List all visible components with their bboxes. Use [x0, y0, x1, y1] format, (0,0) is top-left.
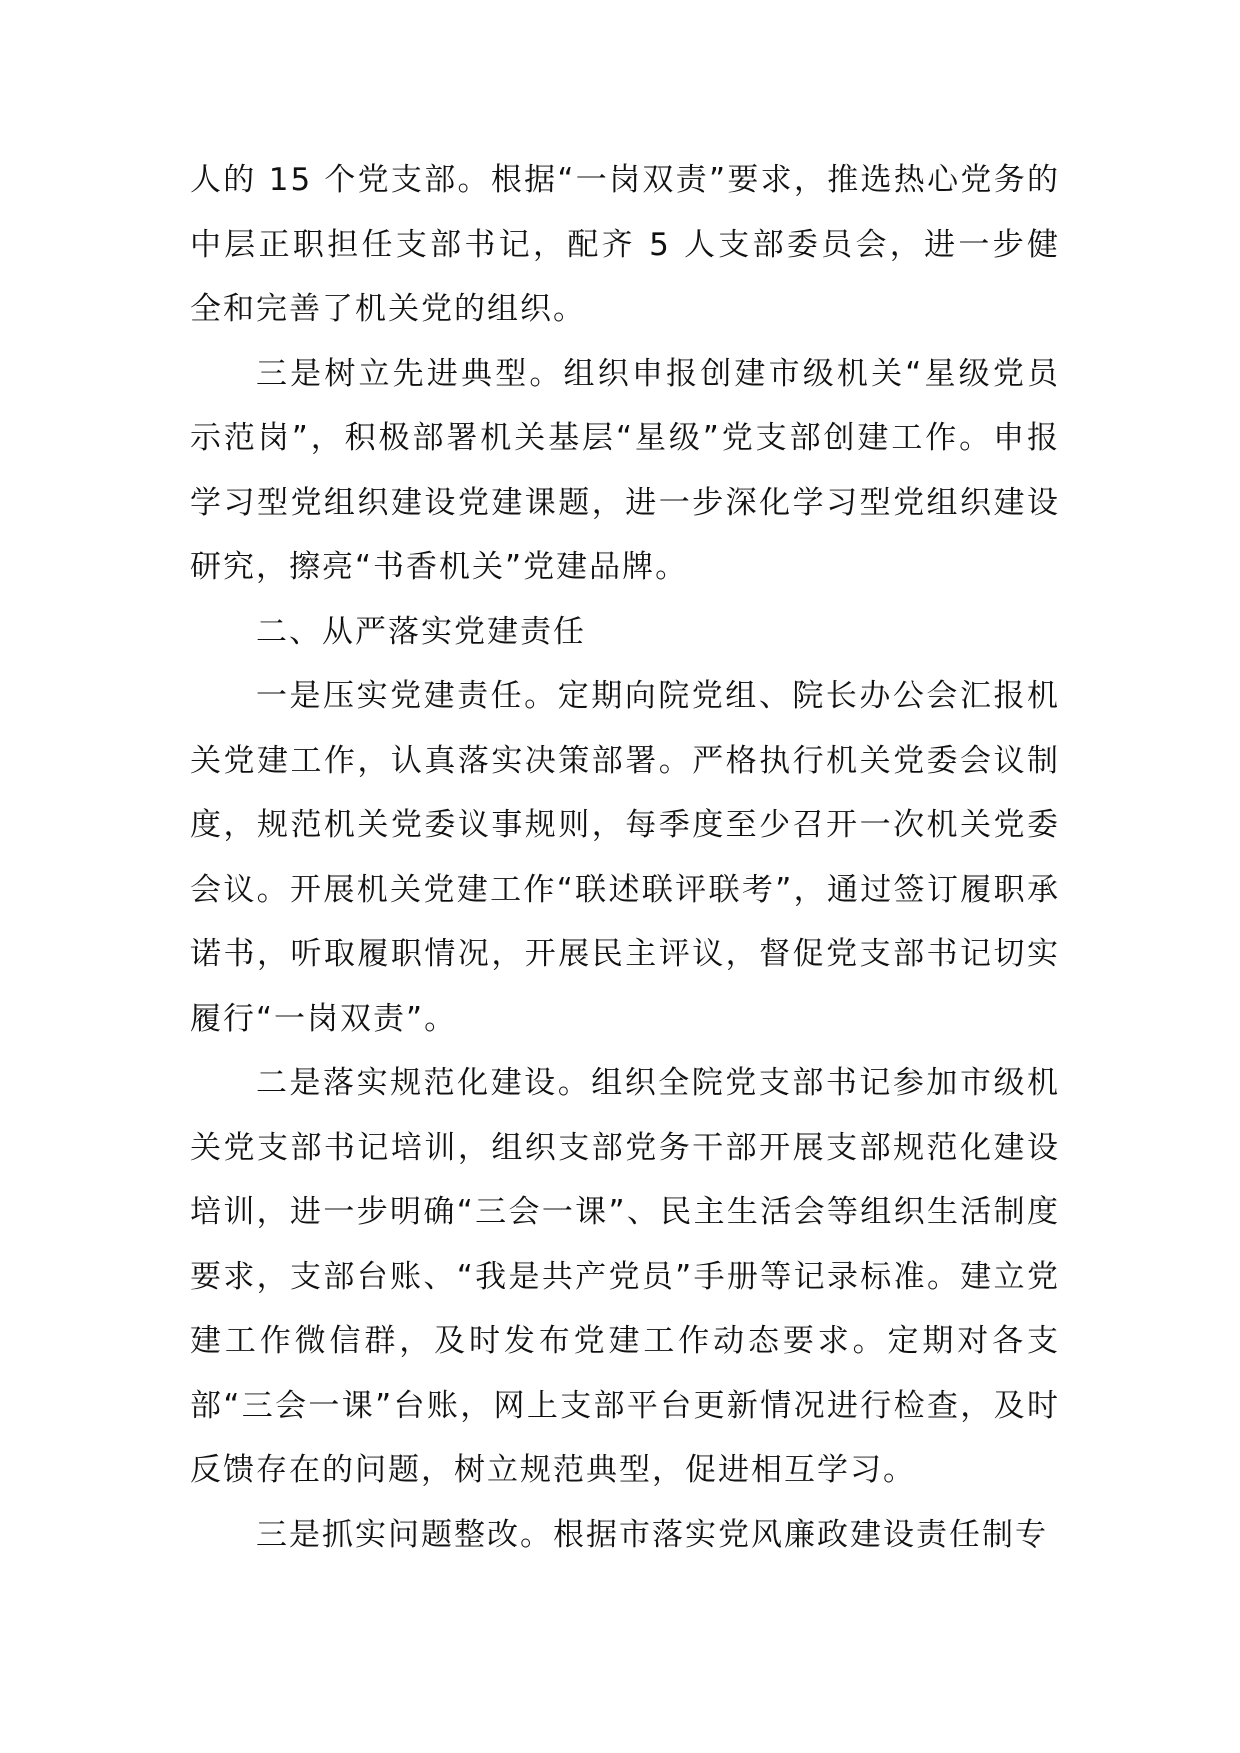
paragraph-rectification: 三是抓实问题整改。根据市落实党风廉政建设责任制专 [256, 1516, 1048, 1553]
paragraph-advanced-models: 三是树立先进典型。组织申报创建市级机关“星级党员示范岗”，积极部署机关基层“星级”党支部创建工作。申报学习型党组织建设党建课题，进一步深化学习型党组织建设研究，擦亮“书香机关”党建品牌。 [190, 355, 1060, 585]
document-body [190, 148, 1060, 1567]
paragraph-standardization: 二是落实规范化建设。组织全院党支部书记参加市级机关党支部书记培训，组织支部党务干部开展支部规范化建设培训，进一步明确“三会一课”、民主生活会等组织生活制度要求，支部台账、“我是共产党员”手册等记录标准。建立党建工作微信群，及时发布党建工作动态要求。定期对各支部“三会一课”台账，网上支部平台更新情况进行检查，及时反馈存在的问题，树立规范典型，促进相互学习。 [190, 1065, 1060, 1488]
paragraph-party-branches: 人的 15 个党支部。根据“一岗双责”要求，推选热心党务的中层正职担任支部书记，配齐 5 人支部委员会，进一步健全和完善了机关党的组织。 [190, 162, 1060, 327]
section-heading-responsibility: 二、从严落实党建责任 [256, 613, 586, 650]
paragraph-consolidate-responsibility: 一是压实党建责任。定期向院党组、院长办公会汇报机关党建工作，认真落实决策部署。严格执行机关党委会议制度，规范机关党委议事规则，每季度至少召开一次机关党委会议。开展机关党建工作“联述联评联考”，通过签订履职承诺书，听取履职情况，开展民主评议，督促党支部书记切实履行“一岗双责”。 [190, 678, 1060, 1037]
